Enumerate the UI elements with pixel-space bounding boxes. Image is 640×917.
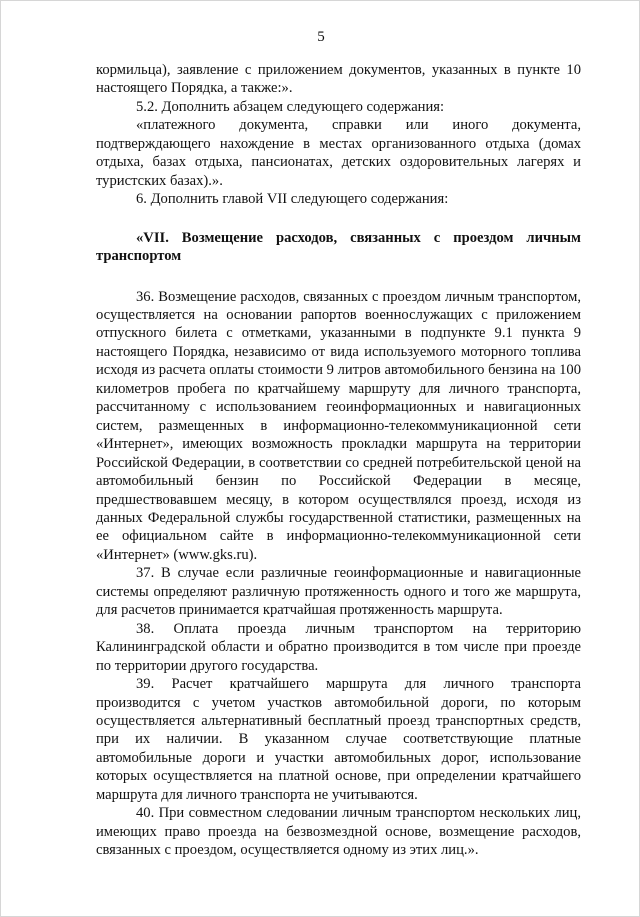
page-number: 5 [317,29,325,45]
paragraph-37: 37. В случае если различные геоинформационные и навигационные системы определяют различную протяженность одного и того же маршрута, для расчетов принимается кратчайшая протяженность маршрута. [96,565,581,619]
document-body [96,61,581,860]
paragraph-36: 36. Возмещение расходов, связанных с проездом личным транспортом, осуществляется на основании рапортов военнослужащих с приложением отпускного билета с отметками, указанными в подпункте 9.1 пункта 9 настоящего Порядка, независимо от вида используемого моторного топлива исходя из расчета оплаты стоимости 9 литров автомобильного бензина на 100 километров пробега по кратчайшему маршруту для личного транспорта, рассчитанному с использованием геоинформационных и навигационных систем, размещенных в информационно-телекоммуникационной сети «Интернет», имеющих возможность прокладки маршрута на территории Российской Федерации, в соответствии со средней потребительской ценой на автомобильный бензин по Российской Федерации в месяце, предшествовавшем месяцу, в котором осуществлялся проезд, исходя из данных Федеральной службы государственной статистики, размещенных на ее официальном сайте в информационно-телекоммуникационной сети «Интернет» (www.gks.ru). [96,288,581,563]
paragraph-5-2: 5.2. Дополнить абзацем следующего содержания: [136,98,445,115]
paragraph-continuation: кормильца), заявление с приложением документов, указанных в пункте 10 настоящего Порядка, а также:». [96,62,581,97]
paragraph-quoted-addition: «платежного документа, справки или иного документа, подтверждающего нахождение в местах организованного отдыха (домах отдыха, базах отдыха, пансионатах, детских оздоровительных лагерях и туристских базах).». [96,117,581,189]
paragraph-6: 6. Дополнить главой VII следующего содержания: [136,191,449,208]
chapter-title: «VII. Возмещение расходов, связанных с проездом личным транспортом [96,229,581,265]
paragraph-38: 38. Оплата проезда личным транспортом на территорию Калининградской области и обратно производится в том числе при проезде по территории другого государства. [96,620,581,674]
paragraph-40: 40. При совместном следовании личным транспортом нескольких лиц, имеющих право проезда на безвозмездной основе, возмещение расходов, связанных с проездом, осуществляется одному из этих лиц.». [96,805,581,859]
paragraph-39: 39. Расчет кратчайшего маршрута для личного транспорта производится с учетом участков автомобильной дороги, по которым осуществляется альтернативный бесплатный проезд транспортных средств, при их наличии. В указанном случае соответствующие платные автомобильные дороги и участки автомобильных дорог, использование которых осуществляется на платной основе, при определении кратчайшего маршрута для личного транспорта не учитываются. [96,676,581,803]
